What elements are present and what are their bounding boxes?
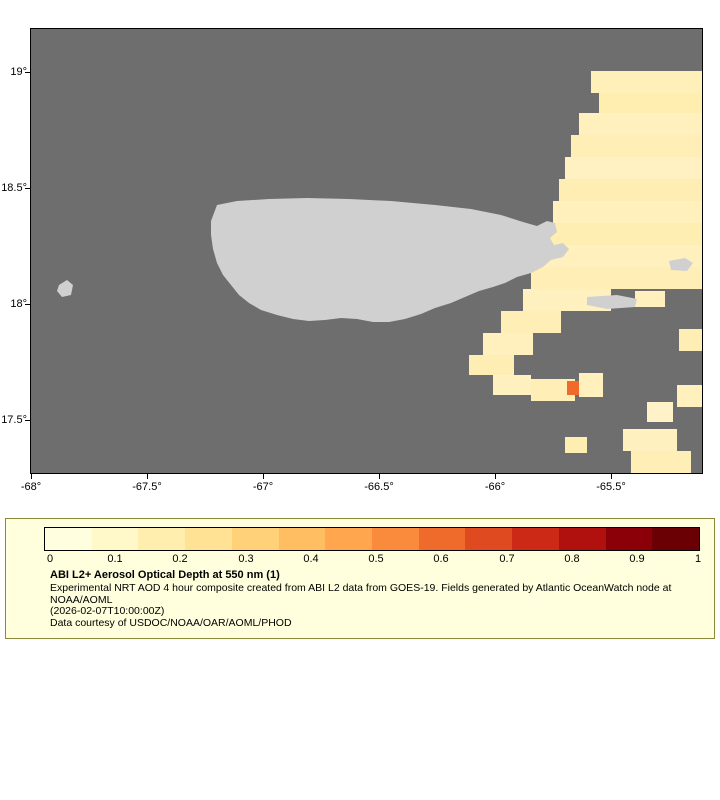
- legend-panel: [5, 518, 715, 639]
- x-tick-label: -65.5°: [596, 481, 626, 493]
- land-mask: [31, 29, 703, 474]
- colorbar-tick-label: 0.1: [107, 553, 123, 565]
- colorbar-tick-label: 1: [694, 553, 702, 565]
- x-tick-label: -66°: [484, 481, 506, 493]
- colorbar-tick-label: 0.7: [499, 553, 515, 565]
- colorbar-tick-label: 0.2: [172, 553, 188, 565]
- colorbar-segment: [92, 528, 139, 550]
- legend-credit-line: (2026-02-07T10:00:00Z): [50, 605, 165, 617]
- colorbar-segment: [512, 528, 559, 550]
- colorbar-segment: [419, 528, 466, 550]
- x-tick: [263, 474, 264, 479]
- colorbar-segment: [559, 528, 606, 550]
- colorbar-segment: [232, 528, 279, 550]
- x-tick: [495, 474, 496, 479]
- x-tick-label: -67°: [252, 481, 274, 493]
- y-tick-label: 19°: [10, 66, 27, 78]
- colorbar-tick-label: 0: [46, 553, 54, 565]
- colorbar-segment: [325, 528, 372, 550]
- colorbar-segment: [45, 528, 92, 550]
- y-tick-label: 18°: [10, 298, 27, 310]
- legend-title: ABI L2+ Aerosol Optical Depth at 550 nm (1): [50, 569, 280, 581]
- x-tick: [379, 474, 380, 479]
- x-tick-label: -66.5°: [364, 481, 394, 493]
- colorbar-tick-label: 0.3: [238, 553, 254, 565]
- legend-credit-line: Data courtesy of USDOC/NOAA/OAR/AOML/PHOD: [50, 616, 292, 629]
- colorbar-segment: [465, 528, 512, 550]
- colorbar-tick-label: 0.4: [303, 553, 319, 565]
- x-tick: [147, 474, 148, 479]
- y-tick-label: 18.5°: [1, 182, 27, 194]
- colorbar-tick-label: 0.6: [433, 553, 449, 565]
- y-tick-label: 17.5°: [1, 414, 27, 426]
- legend-credit-line: Experimental NRT AOD 4 hour composite created from ABI L2 data from GOES-19. Fields generated by Atlantic OceanWatch node at NOAA/AOML: [50, 582, 675, 606]
- x-tick-label: -68°: [20, 481, 42, 493]
- colorbar-segment: [372, 528, 419, 550]
- colorbar-segment: [606, 528, 653, 550]
- colorbar-segment: [652, 528, 699, 550]
- x-tick: [31, 474, 32, 479]
- colorbar-segment: [279, 528, 326, 550]
- map-plot-area[interactable]: [30, 28, 703, 474]
- colorbar-tick-label: 0.9: [629, 553, 645, 565]
- colorbar-segment: [185, 528, 232, 550]
- colorbar-tick-label: 0.5: [368, 553, 384, 565]
- colorbar-tick-label: 0.8: [564, 553, 580, 565]
- colorbar-segment: [138, 528, 185, 550]
- x-tick-label: -67.5°: [132, 481, 162, 493]
- legend-credit: [50, 583, 690, 629]
- colorbar[interactable]: [44, 527, 700, 551]
- x-tick: [611, 474, 612, 479]
